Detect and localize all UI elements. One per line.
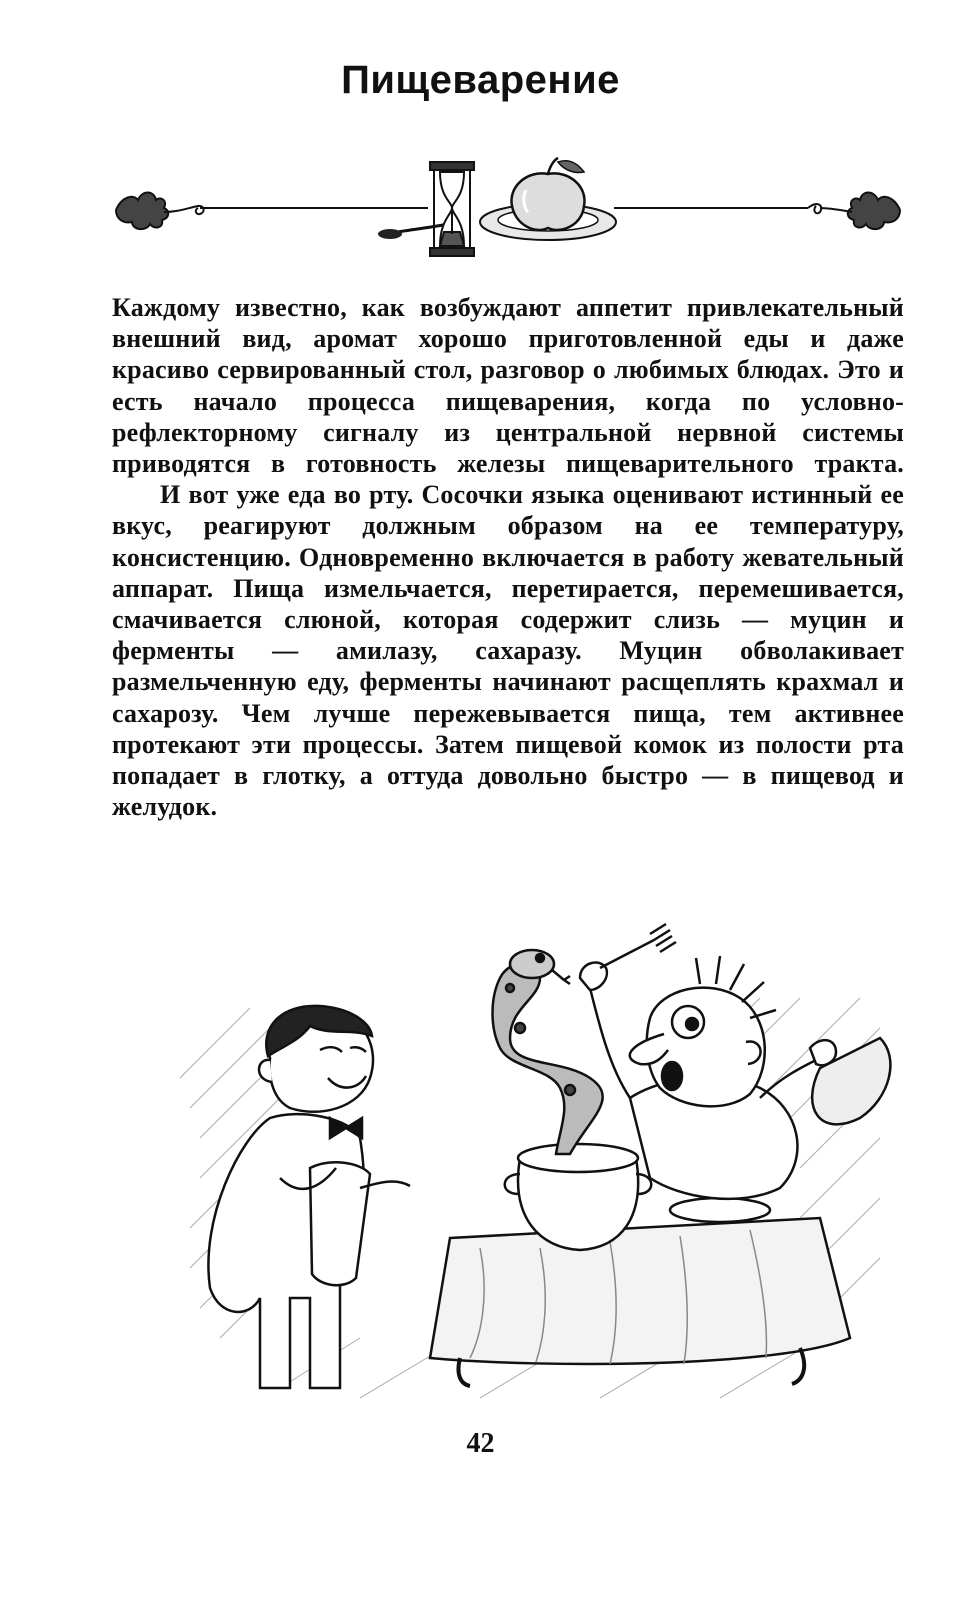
body-text	[112, 292, 904, 822]
page-title: Пищеварение	[341, 58, 620, 102]
paragraph-1: Каждому известно, как возбуждают аппетит привлекательный внешний вид, аромат хорошо приготовленной еды и даже красиво сервированный стол, разговор о любимых блюдах. Это и есть начало процесса пищеварения, когда по условно-рефлекторному сигналу из центральной нервной системы приводятся в готовность железы пищеварительного тракта.	[112, 293, 904, 479]
left-leaf-icon	[116, 193, 204, 230]
plate-icon	[670, 1198, 770, 1222]
cartoon-illustration-icon	[160, 918, 900, 1408]
waiter-icon	[208, 1006, 410, 1388]
right-leaf-icon	[808, 193, 900, 230]
hourglass-icon	[430, 162, 474, 256]
page-number: 42	[466, 1428, 495, 1459]
paragraph-2: И вот уже еда во рту. Сосочки языка оценивают истинный ее вкус, реагируют должным образом на ее температуру, консистенцию. Одновременно включается в работу жевательный аппарат. Пища измельчается, перетирается, перемешивается, смачивается слюной, которая содержит слизь — муцин и ферменты — амилазу, сахаразу. Муцин обволакивает размельченную еду, ферменты начинают расщеплять крахмал и сахарозу. Чем лучше пережевывается пища, тем активнее протекают эти процессы. Затем пищевой комок из полости рта попадает в глотку, а оттуда довольно быстро — в пищевод и желудок.	[112, 480, 904, 822]
ornament-icon	[108, 150, 908, 270]
table-icon	[430, 1218, 850, 1386]
apple-icon	[511, 158, 584, 230]
